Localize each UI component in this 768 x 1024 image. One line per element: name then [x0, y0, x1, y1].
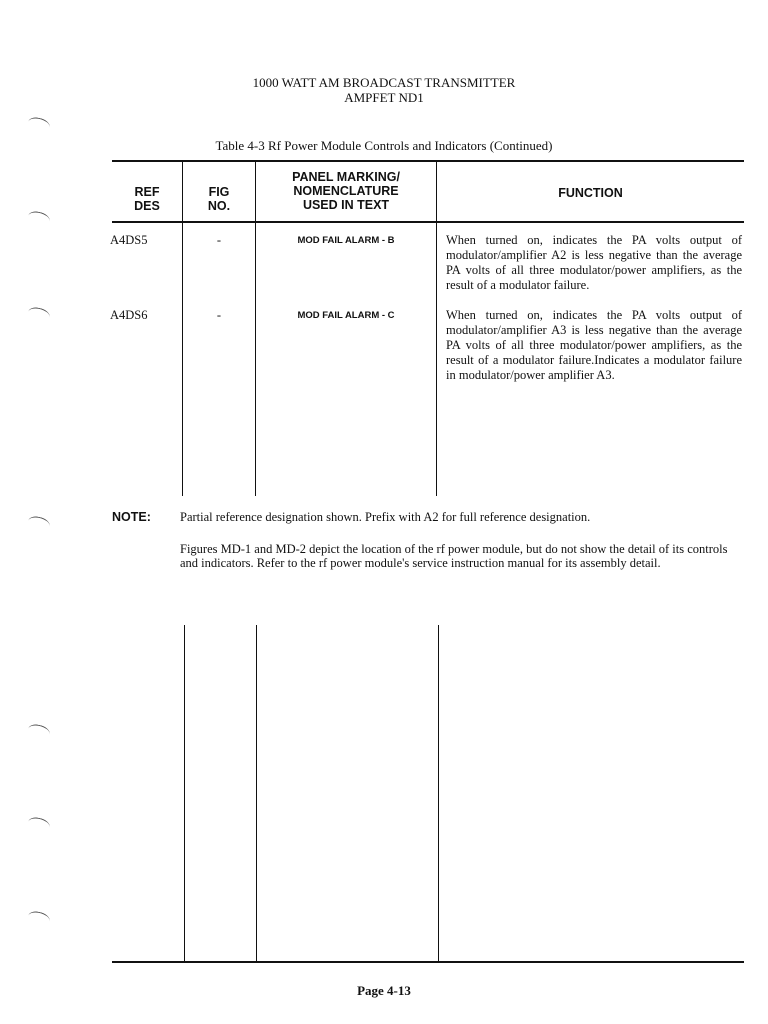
table-caption: Table 4-3 Rf Power Module Controls and Indicators (Continued) [215, 138, 553, 153]
row-1-function: When turned on, indicates the PA volts output of modulator/amplifier A2 is less negative than the average PA volts of all three modulator/power amplifiers, as the result of a modulator failure. [446, 233, 742, 292]
lower-divider-3 [438, 625, 439, 962]
row-2-panel-marking: MOD FAIL ALARM - C [297, 310, 395, 321]
note-label: NOTE: [112, 510, 151, 524]
binder-hole-mark [27, 116, 51, 133]
col-header-fig-no: FIG NO. [207, 185, 231, 213]
col-header-function: FUNCTION [558, 186, 623, 200]
lower-divider-2 [256, 625, 257, 962]
binder-hole-mark [27, 910, 51, 927]
document-header [0, 75, 768, 105]
row-2-fig-no: - [216, 308, 222, 322]
table-header-rule [112, 221, 744, 223]
table-top-rule [112, 160, 744, 162]
binder-hole-mark [27, 210, 51, 227]
col-header-panel-marking: PANEL MARKING/ NOMENCLATURE USED IN TEXT [292, 170, 400, 212]
header-title: 1000 WATT AM BROADCAST TRANSMITTER [252, 75, 516, 90]
binder-hole-mark [27, 515, 51, 532]
note-paragraph-2: Figures MD-1 and MD-2 depict the location of the rf power module, but do not show the detail of its controls and indicators. Refer to the rf power module's service instruction manual for its assembly detail. [180, 542, 728, 570]
row-1-panel-marking: MOD FAIL ALARM - B [297, 235, 395, 246]
binder-hole-mark [27, 816, 51, 833]
row-2-function: When turned on, indicates the PA volts output of modulator/amplifier A3 is less negative than the average PA volts of all three modulator/power amplifiers, as the result of a modulator failure.Indicates a modulator failure in modulator/power amplifier A3. [446, 308, 742, 382]
table-divider-3 [436, 161, 437, 496]
header-subtitle: AMPFET ND1 [344, 90, 424, 105]
row-1-fig-no: - [216, 233, 222, 247]
row-2-ref-des: A4DS6 [110, 308, 148, 322]
note-paragraph-1: Partial reference designation shown. Prefix with A2 for full reference designation. [180, 510, 591, 524]
binder-hole-mark [27, 723, 51, 740]
table-bottom-rule [112, 961, 744, 963]
lower-divider-1 [184, 625, 185, 962]
page-number: Page 4-13 [357, 983, 411, 998]
col-header-ref-des: REF DES [134, 185, 160, 213]
row-1-ref-des: A4DS5 [110, 233, 148, 247]
binder-hole-mark [27, 306, 51, 323]
